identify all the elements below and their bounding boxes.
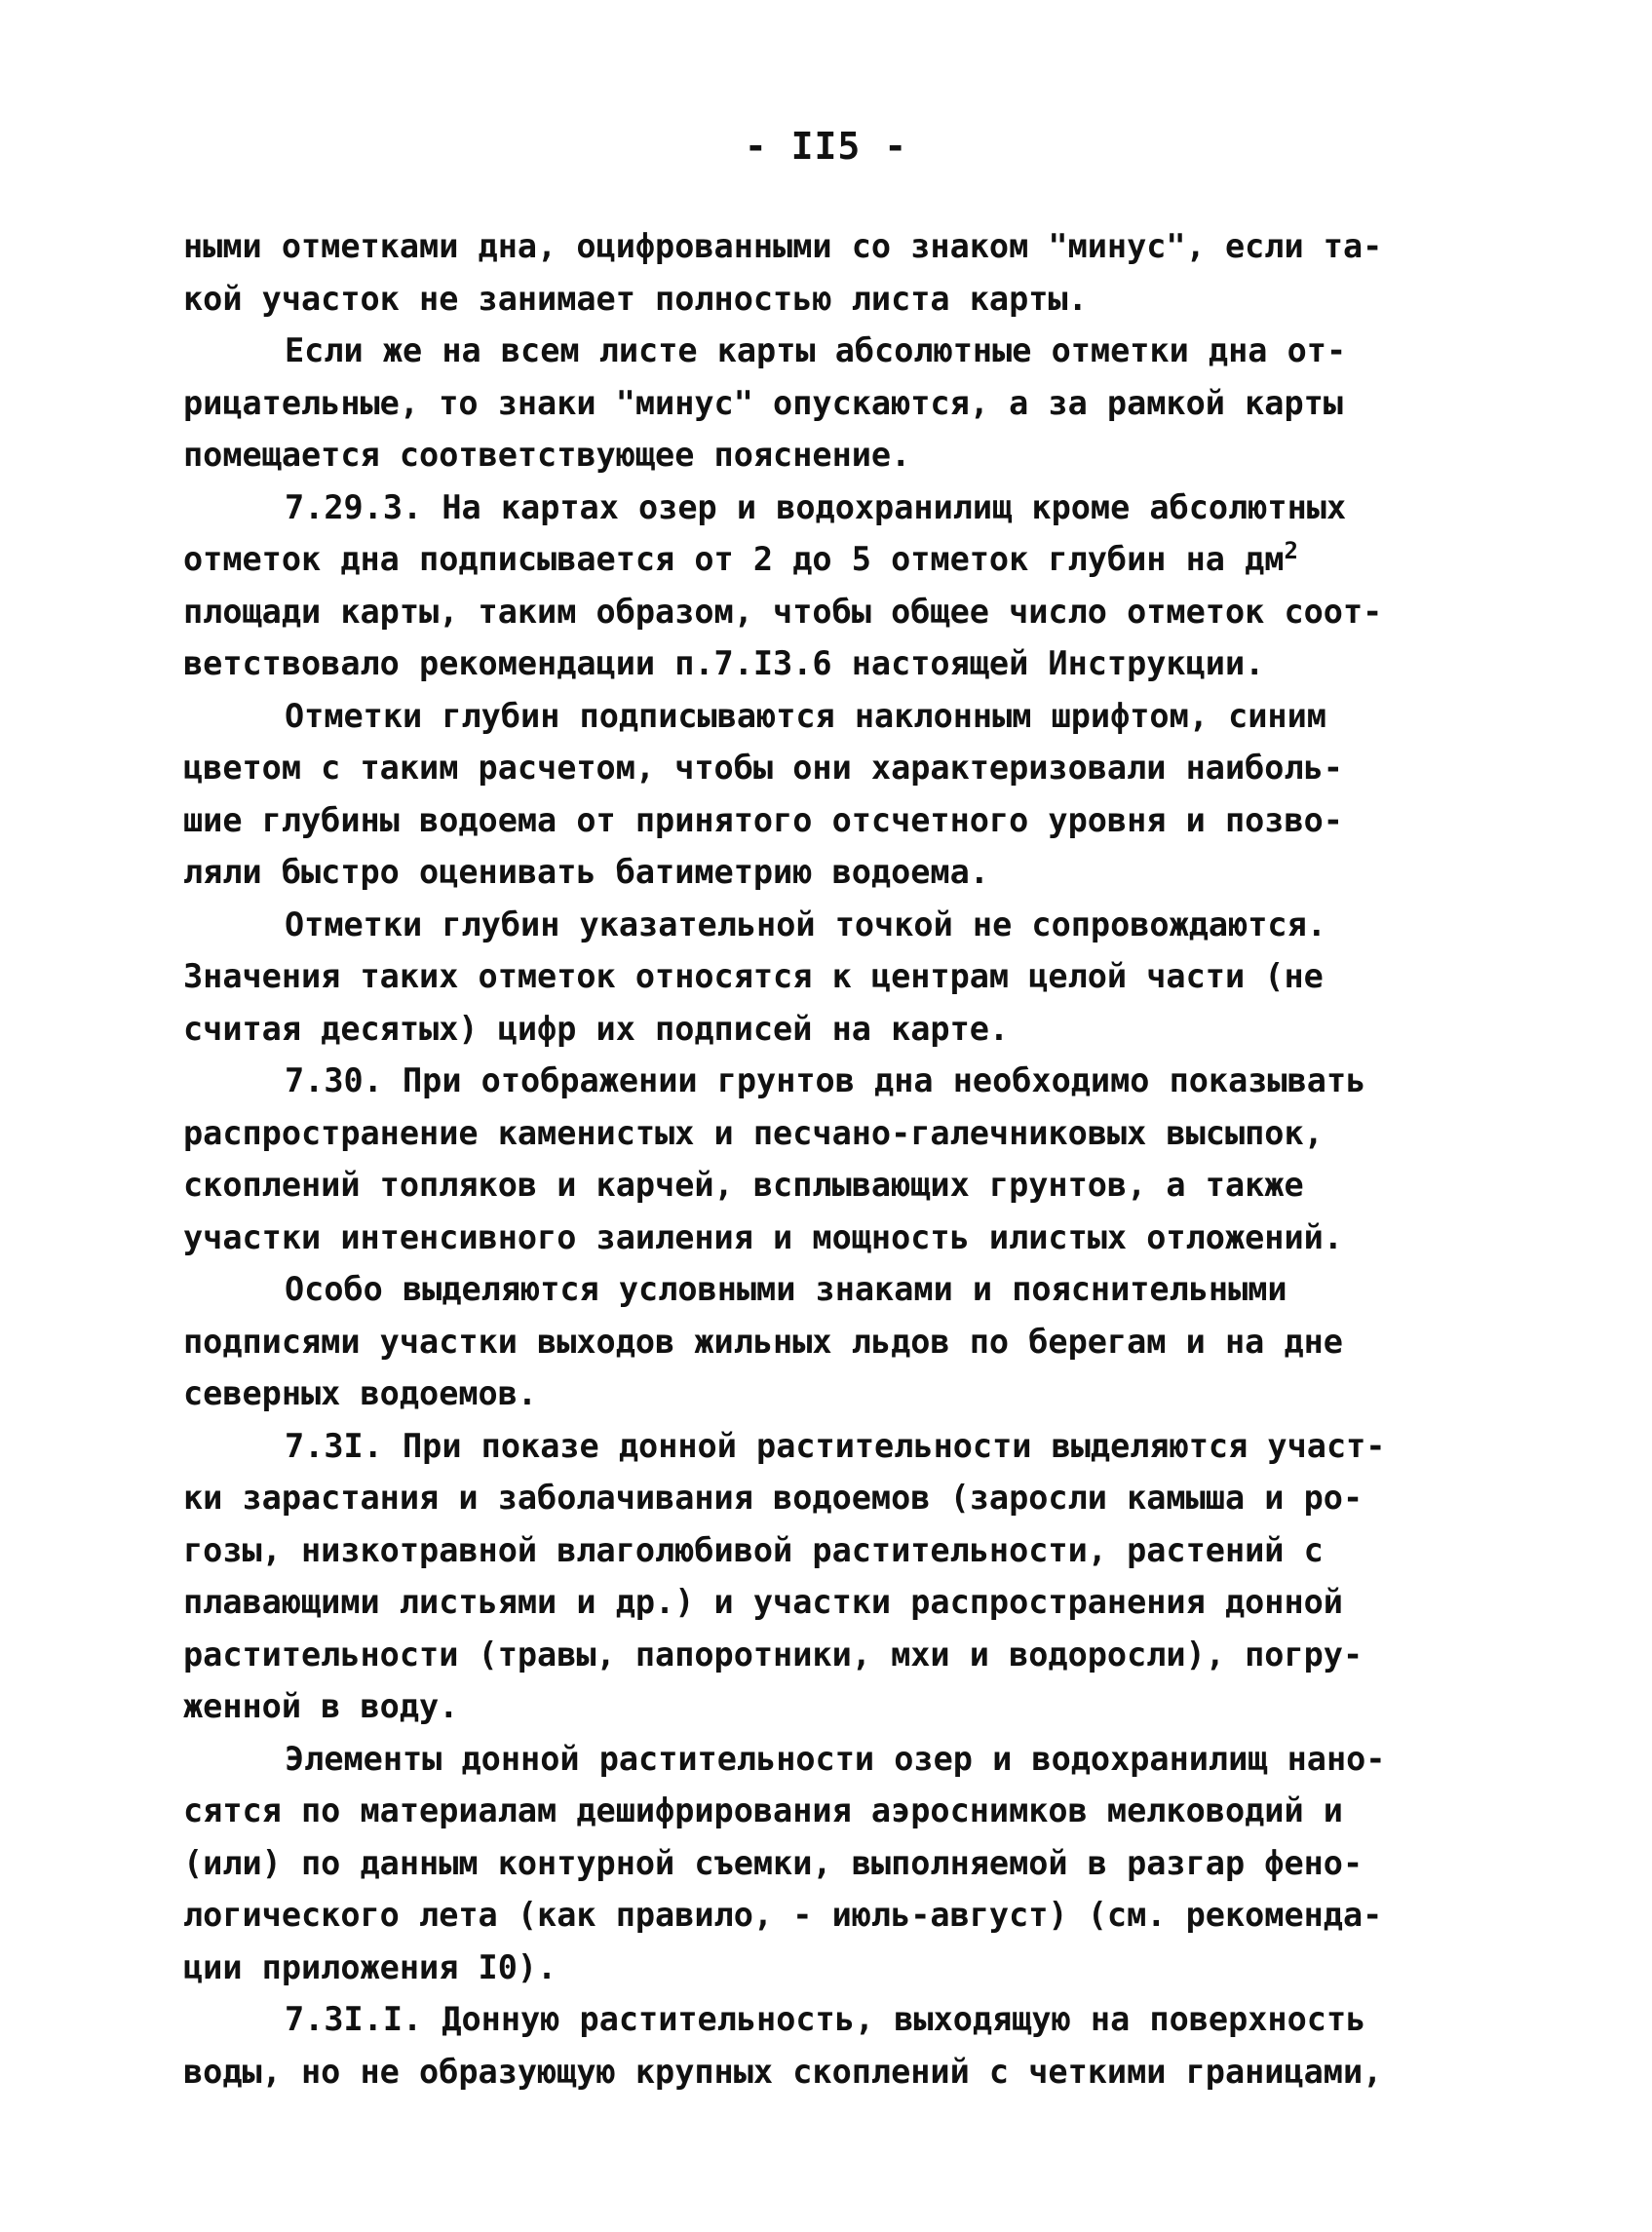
page-number: - II5 - [744, 125, 908, 168]
text-line: участки интенсивного заиления и мощность илистых отложений. [183, 1217, 1343, 1256]
text-line: ветствовало рекомендации п.7.I3.6 настоящей Инструкции. [183, 644, 1265, 682]
paragraph-start-line: Если же на всем листе карты абсолютные отметки дна от- [285, 331, 1347, 369]
text-line: ции приложения I0). [183, 1947, 557, 1986]
text-line: подписями участки выходов жильных льдов по берегам и на дне [183, 1322, 1343, 1361]
paragraph-start-line: Отметки глубин подписываются наклонным шрифтом, синим [285, 696, 1326, 735]
text-line: помещается соответствующее пояснение. [183, 436, 911, 474]
paragraph-start-line: 7.30. При отображении грунтов дна необходимо показывать [285, 1061, 1366, 1099]
paragraph-start-line: Отметки глубин указательной точкой не сопровождаются. [285, 904, 1326, 943]
text-line: (или) по данным контурной съемки, выполняемой в разгар фено- [183, 1843, 1364, 1882]
text-line: распространение каменистых и песчано-галечниковых высыпок, [183, 1113, 1324, 1152]
text-line: воды, но не образующую крупных скоплений с четкими границами, [183, 2052, 1383, 2091]
text-line: рицательные, то знаки "минус" опускаются, а за рамкой карты [183, 383, 1343, 422]
text-line: скоплений топляков и карчей, всплывающих грунтов, а также [183, 1166, 1304, 1204]
text-line: северных водоемов. [183, 1374, 538, 1412]
body-text [183, 220, 1450, 2097]
text-line: цветом с таким расчетом, чтобы они характеризовали наиболь- [183, 749, 1343, 787]
text-line: плавающими листьями и др.) и участки распространения донной [183, 1583, 1343, 1621]
paragraph-start-line: 7.3I.I. Донную растительность, выходящую на поверхность [285, 2000, 1366, 2038]
text-line: гозы, низкотравной влаголюбивой растительности, растений с [183, 1530, 1324, 1569]
text-line: кой участок не занимает полностью листа карты. [183, 279, 1088, 318]
text-line-with-superscript [183, 533, 1450, 586]
superscript: 2 [1284, 536, 1298, 564]
text-line: женной в воду. [183, 1687, 459, 1725]
text-line: площади карты, таким образом, чтобы общее число отметок соот- [183, 592, 1383, 631]
text-line-content: отметок дна подписывается от 2 до 5 отметок глубин на дм [183, 540, 1285, 578]
text-line: ными отметками дна, оцифрованными со знаком "минус", если та- [183, 227, 1383, 265]
text-line: ляли быстро оценивать батиметрию водоема. [183, 853, 989, 891]
paragraph-start-line: 7.29.3. На картах озер и водохранилищ кроме абсолютных [285, 487, 1347, 526]
paragraph-start-line: 7.3I. При показе донной растительности выделяются участ- [285, 1426, 1386, 1465]
text-line: ки зарастания и заболачивания водоемов (заросли камыша и ро- [183, 1479, 1364, 1517]
text-line: логического лета (как правило, - июль-август) (см. рекоменда- [183, 1896, 1383, 1934]
text-line: шие глубины водоема от принятого отсчетного уровня и позво- [183, 800, 1343, 839]
paragraph-start-line: Элементы донной растительности озер и водохранилищ нано- [285, 1739, 1386, 1778]
text-line: сятся по материалам дешифрирования аэроснимков мелководий и [183, 1791, 1343, 1829]
text-line: растительности (травы, папоротники, мхи и водоросли), погру- [183, 1635, 1364, 1674]
text-line: Значения таких отметок относятся к центрам целой части (не [183, 957, 1324, 995]
paragraph-start-line: Особо выделяются условными знаками и пояснительными [285, 1270, 1287, 1308]
text-line: считая десятых) цифр их подписей на карте. [183, 1009, 1010, 1048]
